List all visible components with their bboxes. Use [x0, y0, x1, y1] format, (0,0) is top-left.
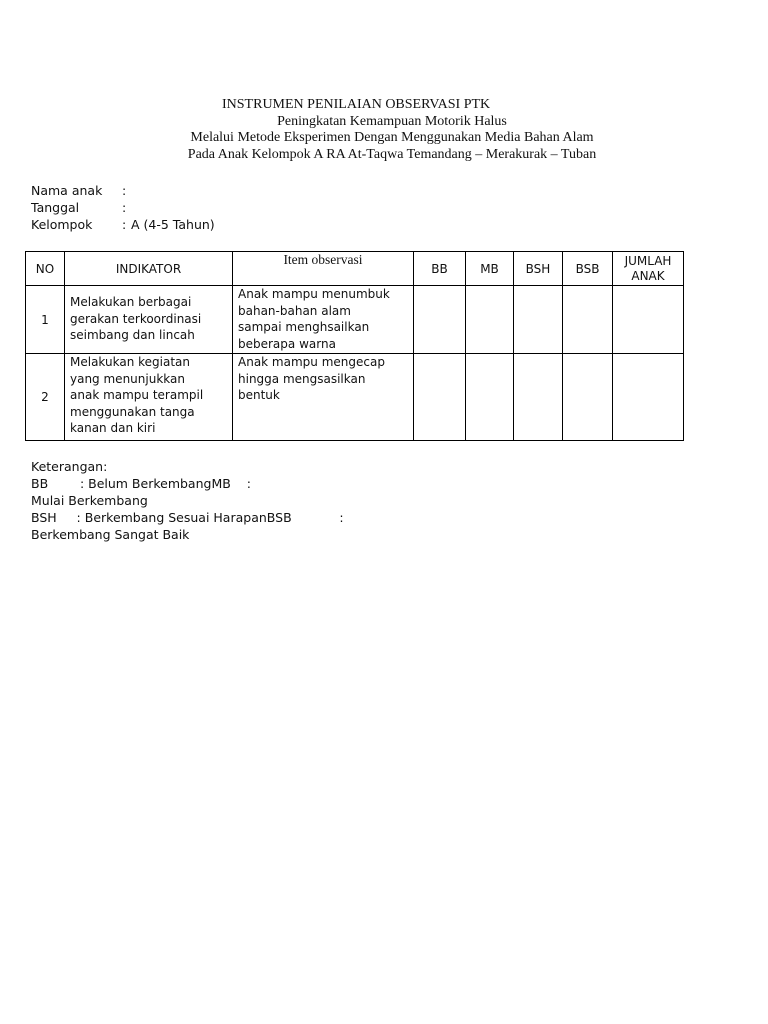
- item-line: Anak mampu menumbuk: [238, 287, 390, 301]
- header-item-observasi: Item observasi: [233, 252, 414, 286]
- header-bsb: BSB: [563, 252, 613, 286]
- tanggal-colon: :: [122, 200, 127, 215]
- item-line: beberapa warna: [238, 336, 336, 351]
- observation-table: [25, 251, 684, 441]
- legend-line: BB : Belum BerkembangMB :: [31, 476, 251, 491]
- bb-cell[interactable]: [414, 354, 466, 441]
- nama-anak-colon: :: [122, 183, 127, 198]
- item-observasi-cell: [233, 354, 414, 441]
- row-number: 1: [26, 286, 65, 354]
- header-no: NO: [26, 252, 65, 286]
- bb-cell[interactable]: [414, 286, 466, 354]
- tanggal-label: Tanggal: [31, 200, 80, 215]
- indikator-cell: [65, 286, 233, 354]
- header-jumlah-line1: JUMLAH: [624, 253, 672, 268]
- indikator-line: menggunakan tanga: [70, 404, 195, 419]
- legend-line: BSH : Berkembang Sesuai HarapanBSB :: [31, 510, 344, 525]
- document-title: INSTRUMEN PENILAIAN OBSERVASI PTK: [222, 97, 491, 112]
- legend: [31, 458, 344, 543]
- item-line: bahan-bahan alam: [238, 303, 351, 318]
- document-subtitle-3: Pada Anak Kelompok A RA At-Taqwa Temandang – Merakurak – Tuban: [187, 146, 597, 162]
- item-line: bentuk: [238, 388, 280, 402]
- table-row: [26, 354, 684, 441]
- bsh-cell[interactable]: [514, 354, 563, 441]
- jumlah-cell[interactable]: [613, 286, 684, 354]
- legend-line: Mulai Berkembang: [31, 493, 148, 508]
- header-indikator: INDIKATOR: [65, 252, 233, 286]
- item-line: Anak mampu mengecap: [238, 355, 385, 369]
- item-line: hingga mengsasilkan: [238, 371, 366, 386]
- table-header-row: [26, 252, 684, 286]
- item-observasi-cell: [233, 286, 414, 354]
- indikator-line: Melakukan berbagai: [70, 295, 192, 309]
- header-bb: BB: [414, 252, 466, 286]
- kelompok-value: A (4-5 Tahun): [131, 217, 215, 232]
- legend-title: Keterangan:: [31, 459, 108, 474]
- nama-anak-label: Nama anak: [31, 183, 103, 198]
- header-jumlah-line2: ANAK: [631, 268, 665, 283]
- indikator-line: kanan dan kiri: [70, 421, 156, 435]
- table-row: [26, 286, 684, 354]
- indikator-line: anak mampu terampil: [70, 388, 204, 402]
- kelompok-label: Kelompok: [31, 217, 93, 232]
- legend-line: Berkembang Sangat Baik: [31, 527, 190, 542]
- document-header: [0, 97, 768, 163]
- indikator-line: seimbang dan lincah: [70, 328, 195, 342]
- bsh-cell[interactable]: [514, 286, 563, 354]
- jumlah-cell[interactable]: [613, 354, 684, 441]
- mb-cell[interactable]: [466, 354, 514, 441]
- document-subtitle-2: Melalui Metode Eksperimen Dengan Menggunakan Media Bahan Alam: [190, 130, 594, 145]
- header-jumlah-anak: [613, 252, 684, 286]
- indikator-line: Melakukan kegiatan: [70, 355, 190, 369]
- indikator-cell: [65, 354, 233, 441]
- kelompok-colon: :: [122, 217, 127, 232]
- document-subtitle-1: Peningkatan Kemampuan Motorik Halus: [277, 113, 507, 129]
- row-number: 2: [26, 354, 65, 441]
- header-bsh: BSH: [514, 252, 563, 286]
- header-mb: MB: [466, 252, 514, 286]
- bsb-cell[interactable]: [563, 286, 613, 354]
- indikator-line: gerakan terkoordinasi: [70, 311, 202, 326]
- indikator-line: yang menunjukkan: [70, 371, 185, 386]
- mb-cell[interactable]: [466, 286, 514, 354]
- bsb-cell[interactable]: [563, 354, 613, 441]
- item-line: sampai menghsailkan: [238, 320, 370, 334]
